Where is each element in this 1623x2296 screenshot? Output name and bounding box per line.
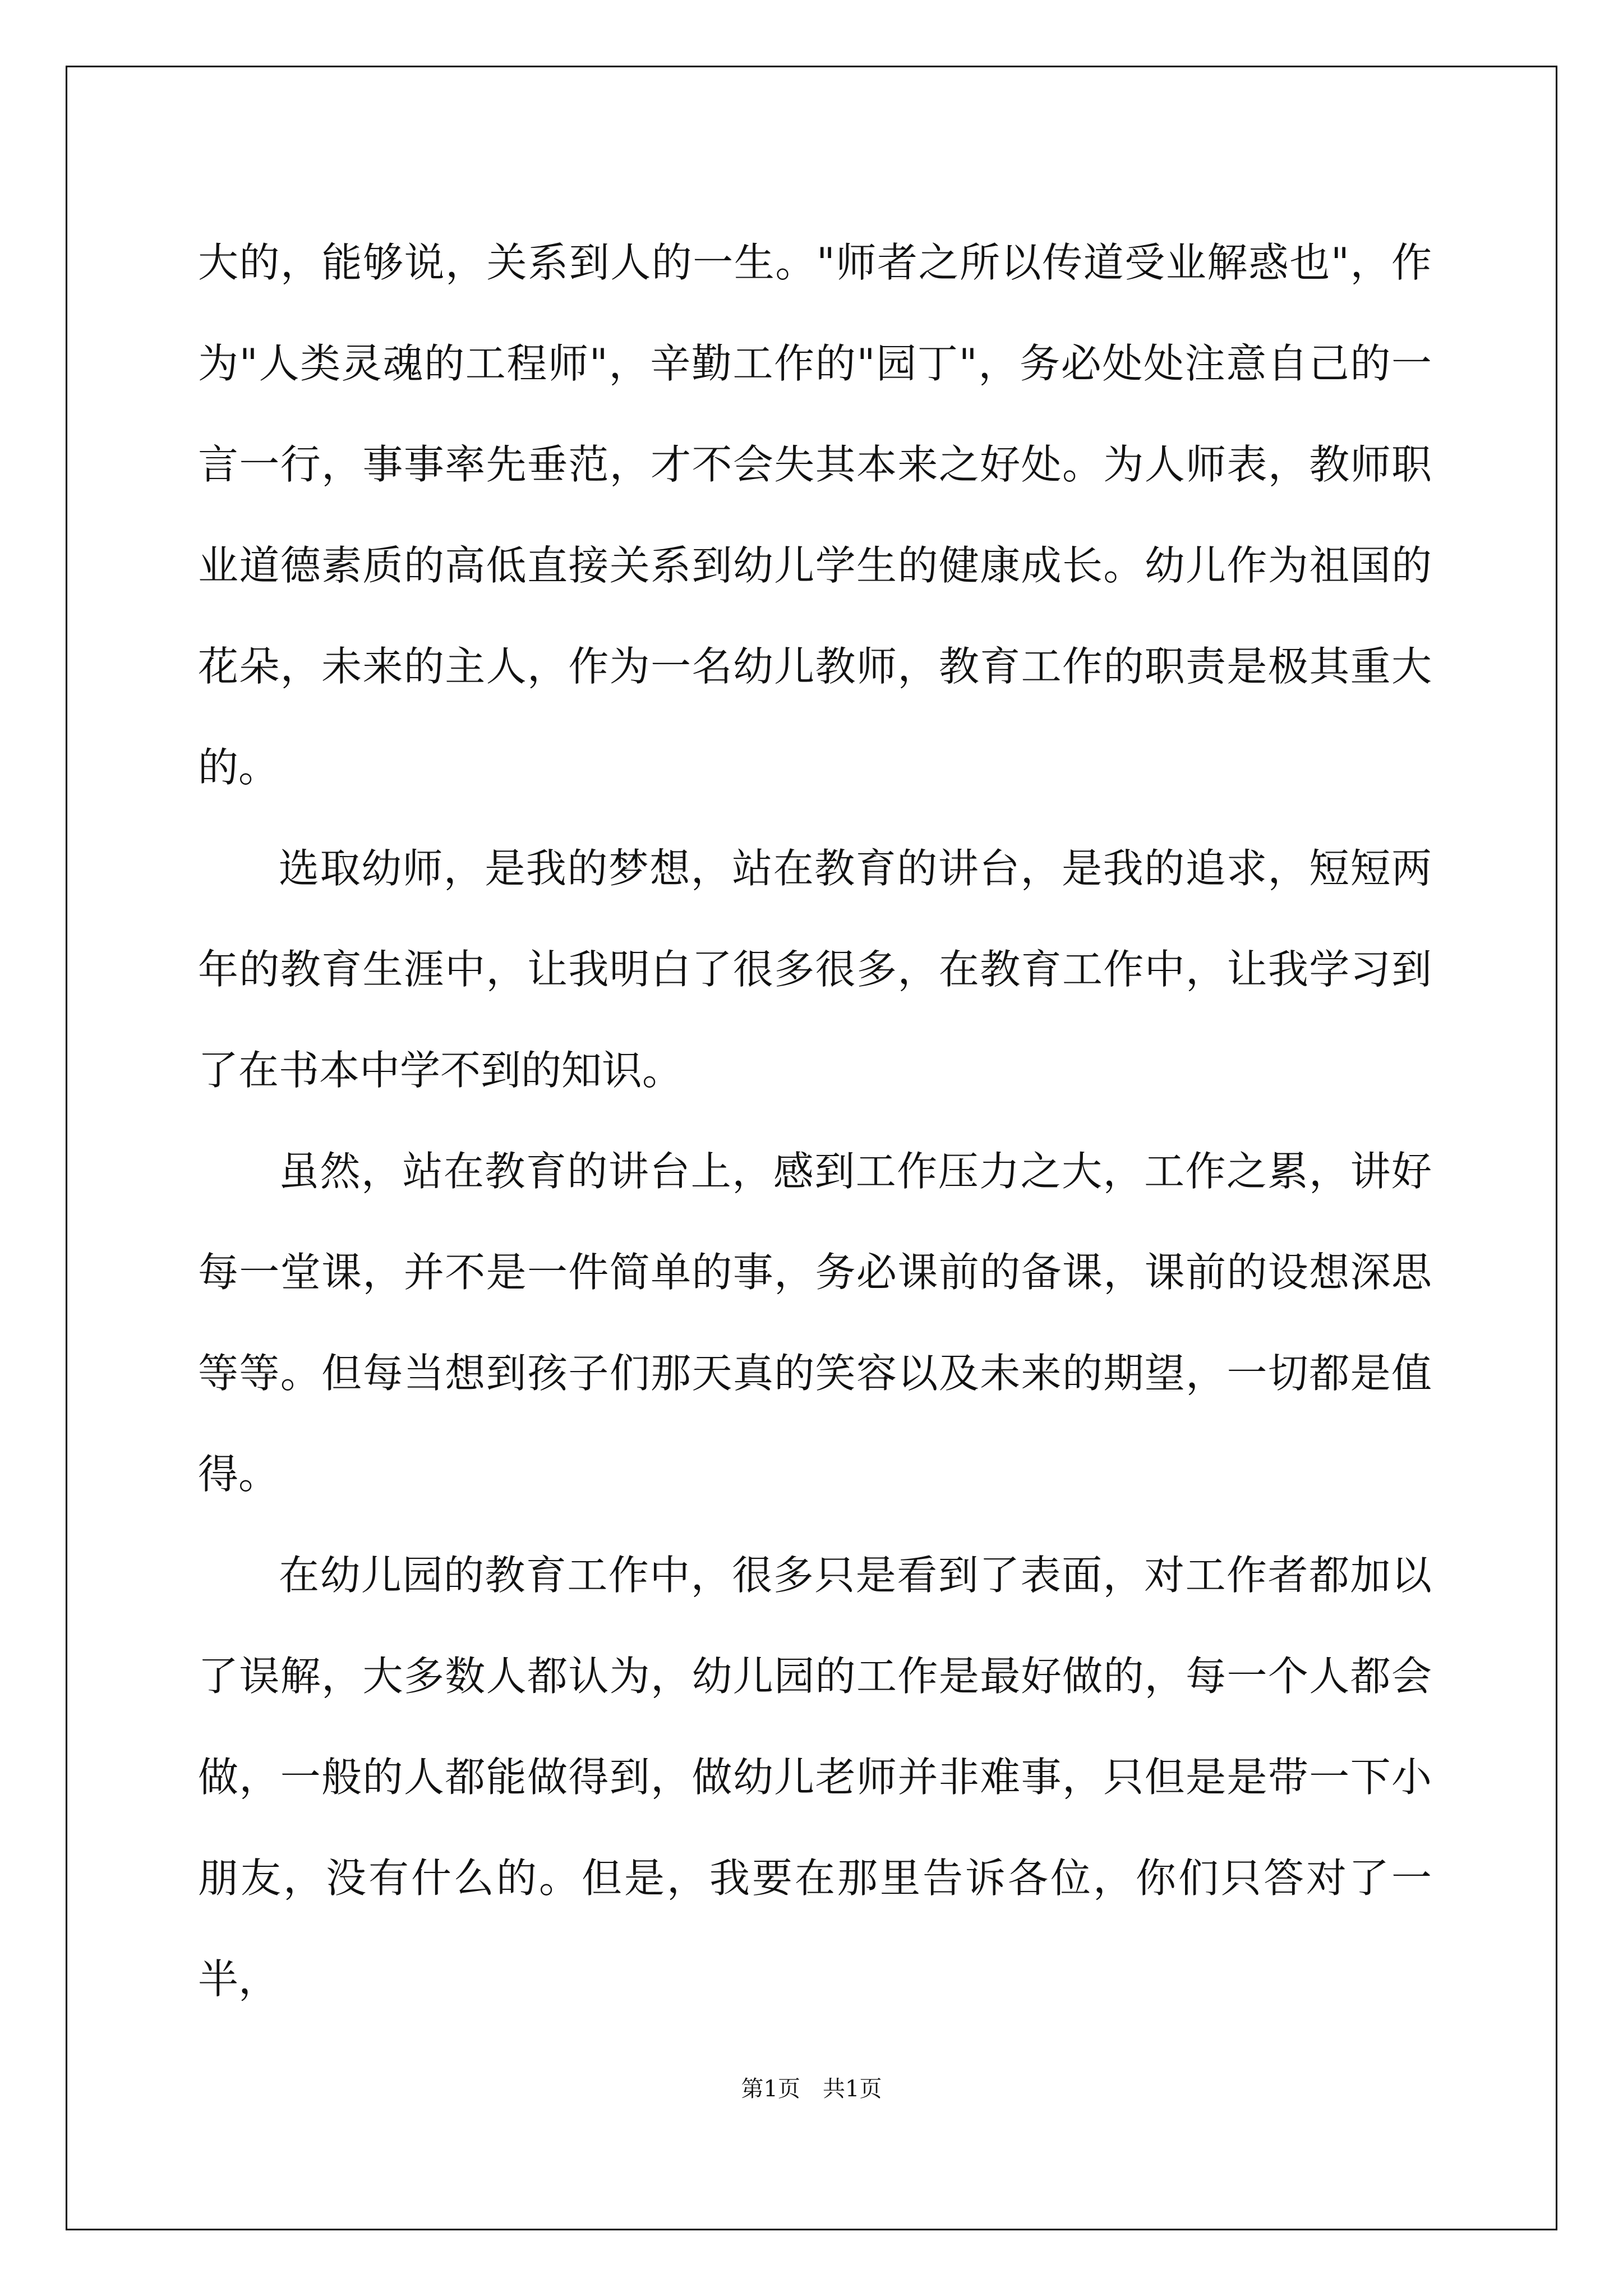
page-number-footer: 第1页 共1页 <box>741 2076 882 2102</box>
paragraph-2: 选取幼师，是我的梦想，站在教育的讲台，是我的追求，短短两年的教育生涯中，让我明白了很多很多，在教育工作中，让我学习到了在书本中学不到的知识。 <box>198 845 1432 1094</box>
paragraph-4: 在幼儿园的教育工作中，很多只是看到了表面，对工作者都加以了误解，大多数人都认为，幼儿园的工作是最好做的，每一个人都会做，一般的人都能做得到，做幼儿老师并非难事，只但是是带一下小朋友，没有什么的。但是，我要在那里告诉各位，你们只答对了一半， <box>198 1552 1432 2003</box>
paragraph-1: 大的，能够说，关系到人的一生。"师者之所以传道受业解惑也"，作为"人类灵魂的工程师"，辛勤工作的"园丁"，务必处处注意自己的一言一行，事事率先垂范，才不会失其本来之好处。为人师表，教师职业道德素质的高低直接关系到幼儿学生的健康成长。幼儿作为祖国的花朵，未来的主人，作为一名幼儿教师，教育工作的职责是极其重大的。 <box>198 239 1432 791</box>
paragraph-3: 虽然，站在教育的讲台上，感到工作压力之大，工作之累，讲好每一堂课，并不是一件简单的事，务必课前的备课，课前的设想深思等等。但每当想到孩子们那天真的笑容以及未来的期望，一切都是值得。 <box>198 1148 1432 1498</box>
document-body <box>198 212 1432 2030</box>
